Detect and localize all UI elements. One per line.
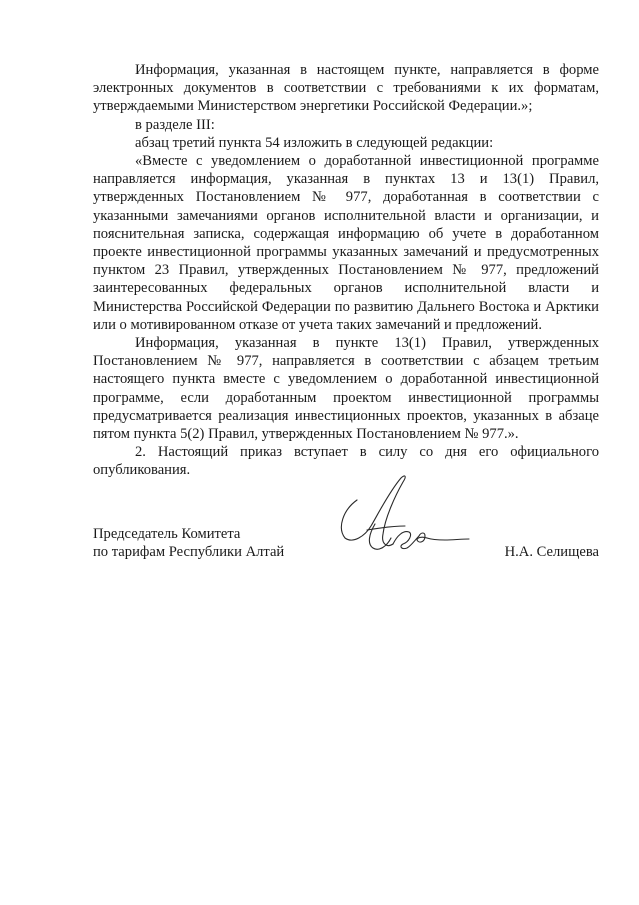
paragraph-amended-text: «Вместе с уведомлением о доработанной инвестиционной программе направляется информация, указанная в пунктах 13 и 13(1) Правил, утвержденных Постановлением № 977, доработанная в соответствии с указанными замечаниями органов исполнительной власти и организации, и пояснительная записка, содержащая информацию об учете в доработанном проекте инвестиционной программы указанных замечаний и предусмотренных пунктом 23 Правил, утвержденных Постановлением № 977, предложений заинтересованных федеральных органов исполнительной власти и Министерства Российской Федерации по развитию Дальнего Востока и Арктики или о мотивированном отказе от учета таких замечаний и предложений. (93, 153, 599, 333)
paragraph-section-three: в разделе III: (135, 116, 215, 133)
paragraph-info-electronic-format: Информация, указанная в настоящем пункте, направляется в форме электронных документов в соответствии с требованиями к их форматам, утверждаемыми Министерством энергетики Российской Федерации.»; (93, 62, 599, 115)
paragraph-effective-date: 2. Настоящий приказ вступает в силу со дня его официального опубликования. (93, 444, 599, 479)
document-body (93, 61, 599, 480)
signer-title-line-1: Председатель Комитета (93, 526, 241, 542)
paragraph-item-54-amendment: абзац третий пункта 54 изложить в следующей редакции: (135, 134, 494, 151)
handwritten-signature (331, 470, 471, 566)
signer-title-line-2: по тарифам Республики Алтай (93, 544, 285, 561)
signature-block (93, 470, 599, 570)
signer-name: Н.А. Селищева (504, 544, 599, 560)
signer-title (93, 525, 333, 561)
paragraph-info-13-1: Информация, указанная в пункте 13(1) Правил, утвержденных Постановлением № 977, направляется в соответствии с абзацем третьим настоящего пункта вместе с уведомлением о доработанной инвестиционной программе, если доработанным проектом инвестиционной программы предусматривается реализация инвестиционных проектов, указанных в абзаце пятом пункта 5(2) Правил, утвержденных Постановлением № 977.». (93, 335, 599, 443)
